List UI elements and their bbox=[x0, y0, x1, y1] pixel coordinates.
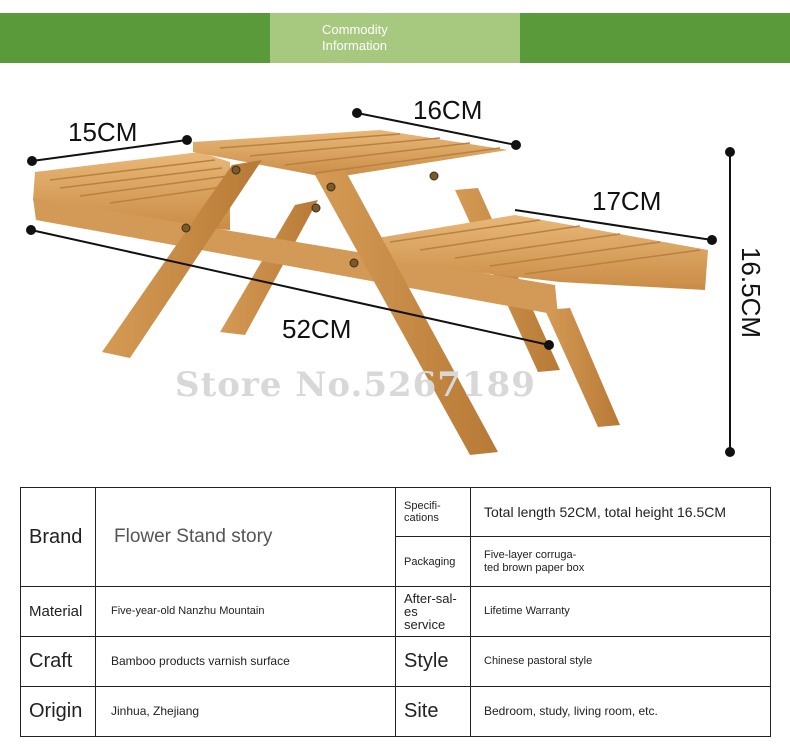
dimension-bench-left: 15CM bbox=[68, 117, 138, 147]
craft-value: Bamboo products varnish surface bbox=[96, 637, 396, 687]
after-sales-label: After-sal- es service bbox=[396, 587, 471, 637]
table-row bbox=[21, 587, 771, 637]
site-value: Bedroom, study, living room, etc. bbox=[471, 687, 771, 737]
craft-label: Craft bbox=[21, 637, 96, 687]
brand-label: Brand bbox=[21, 488, 96, 587]
style-value: Chinese pastoral style bbox=[471, 637, 771, 687]
brand-value: Flower Stand story bbox=[96, 488, 396, 587]
dimension-bench-right: 17CM bbox=[592, 186, 662, 216]
table-row bbox=[21, 488, 771, 537]
material-label: Material bbox=[21, 587, 96, 637]
tab-label-line2: Information bbox=[322, 38, 388, 53]
specifications-table bbox=[20, 487, 771, 737]
site-label: Site bbox=[396, 687, 471, 737]
style-label: Style bbox=[396, 637, 471, 687]
commodity-information-tab[interactable] bbox=[270, 13, 520, 63]
packaging-label: Packaging bbox=[396, 537, 471, 587]
specifications-value: Total length 52CM, total height 16.5CM bbox=[471, 488, 771, 537]
packaging-value: Five-layer corruga- ted brown paper box bbox=[471, 537, 771, 587]
dimension-height: 16.5CM bbox=[736, 246, 767, 339]
product-image bbox=[0, 70, 790, 475]
tab-label-line1: Commodity bbox=[322, 22, 388, 37]
table-row bbox=[21, 687, 771, 737]
after-sales-value: Lifetime Warranty bbox=[471, 587, 771, 637]
origin-value: Jinhua, Zhejiang bbox=[96, 687, 396, 737]
header-banner bbox=[0, 13, 790, 63]
origin-label: Origin bbox=[21, 687, 96, 737]
specifications-label: Specifi- cations bbox=[396, 488, 471, 537]
material-value: Five-year-old Nanzhu Mountain bbox=[96, 587, 396, 637]
dimension-total-length: 52CM bbox=[282, 314, 352, 344]
table-row bbox=[21, 637, 771, 687]
dimension-table-top: 16CM bbox=[413, 95, 483, 125]
store-watermark: Store No.5267189 bbox=[175, 365, 536, 405]
